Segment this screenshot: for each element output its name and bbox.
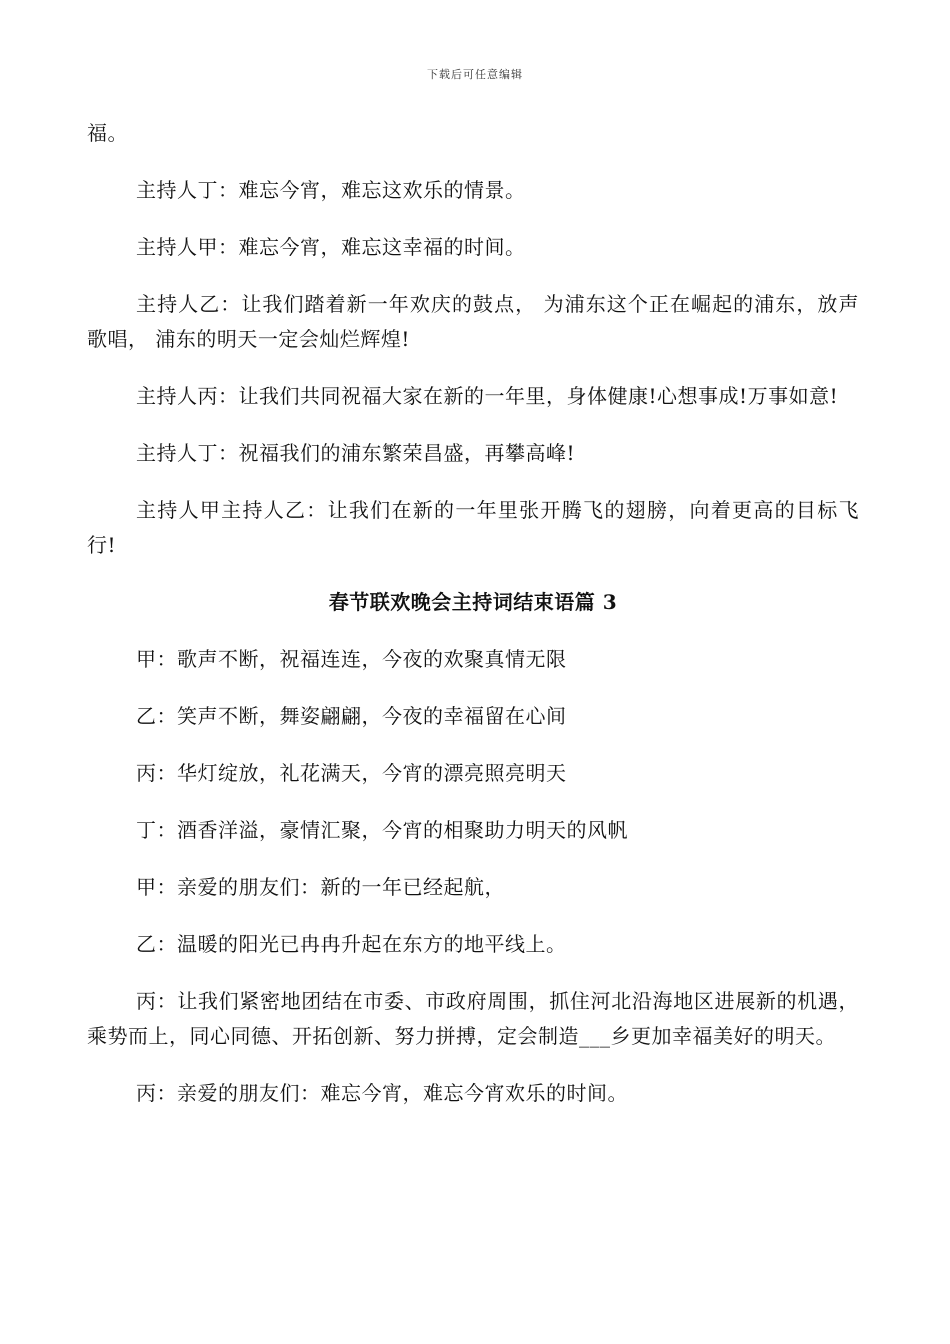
paragraph: 丙：让我们紧密地团结在市委、市政府周围，抓住河北沿海地区进展新的机遇，乘势而上，同心同德、开拓创新、努力拼搏，定会制造___乡更加幸福美好的明天。 (87, 989, 859, 1048)
paragraph: 乙：温暖的阳光已冉冉升起在东方的地平线上。 (136, 932, 567, 956)
paragraph: 乙：笑声不断，舞姿翩翩，今夜的幸福留在心间 (136, 704, 567, 728)
paragraph: 甲：歌声不断，祝福连连，今夜的欢聚真情无限 (136, 647, 567, 671)
page-header: 下载后可任意编辑 (427, 68, 523, 81)
paragraph: 主持人丁：祝福我们的浦东繁荣昌盛，再攀高峰! (136, 441, 576, 465)
paragraph-continuation: 福。 (87, 121, 128, 145)
paragraph: 丙：华灯绽放，礼花满天，今宵的漂亮照亮明天 (136, 761, 567, 785)
paragraph: 主持人丁：难忘今宵，难忘这欢乐的情景。 (136, 178, 526, 202)
paragraph: 主持人甲：难忘今宵，难忘这幸福的时间。 (136, 235, 526, 259)
section-title: 春节联欢晚会主持词结束语篇 3 (328, 590, 618, 614)
paragraph: 主持人乙：让我们踏着新一年欢庆的鼓点， 为浦东这个正在崛起的浦东，放声歌唱， 浦东的明天一定会灿烂辉煌! (87, 292, 859, 351)
paragraph: 主持人丙：让我们共同祝福大家在新的一年里，身体健康!心想事成!万事如意! (136, 384, 839, 408)
paragraph: 丁：酒香洋溢，豪情汇聚，今宵的相聚助力明天的风帆 (136, 818, 628, 842)
paragraph: 丙：亲爱的朋友们：难忘今宵，难忘今宵欢乐的时间。 (136, 1081, 628, 1105)
paragraph: 甲：亲爱的朋友们：新的一年已经起航， (136, 875, 505, 899)
paragraph: 主持人甲主持人乙：让我们在新的一年里张开腾飞的翅膀，向着更高的目标飞行! (87, 498, 859, 557)
document-body (87, 116, 859, 1133)
